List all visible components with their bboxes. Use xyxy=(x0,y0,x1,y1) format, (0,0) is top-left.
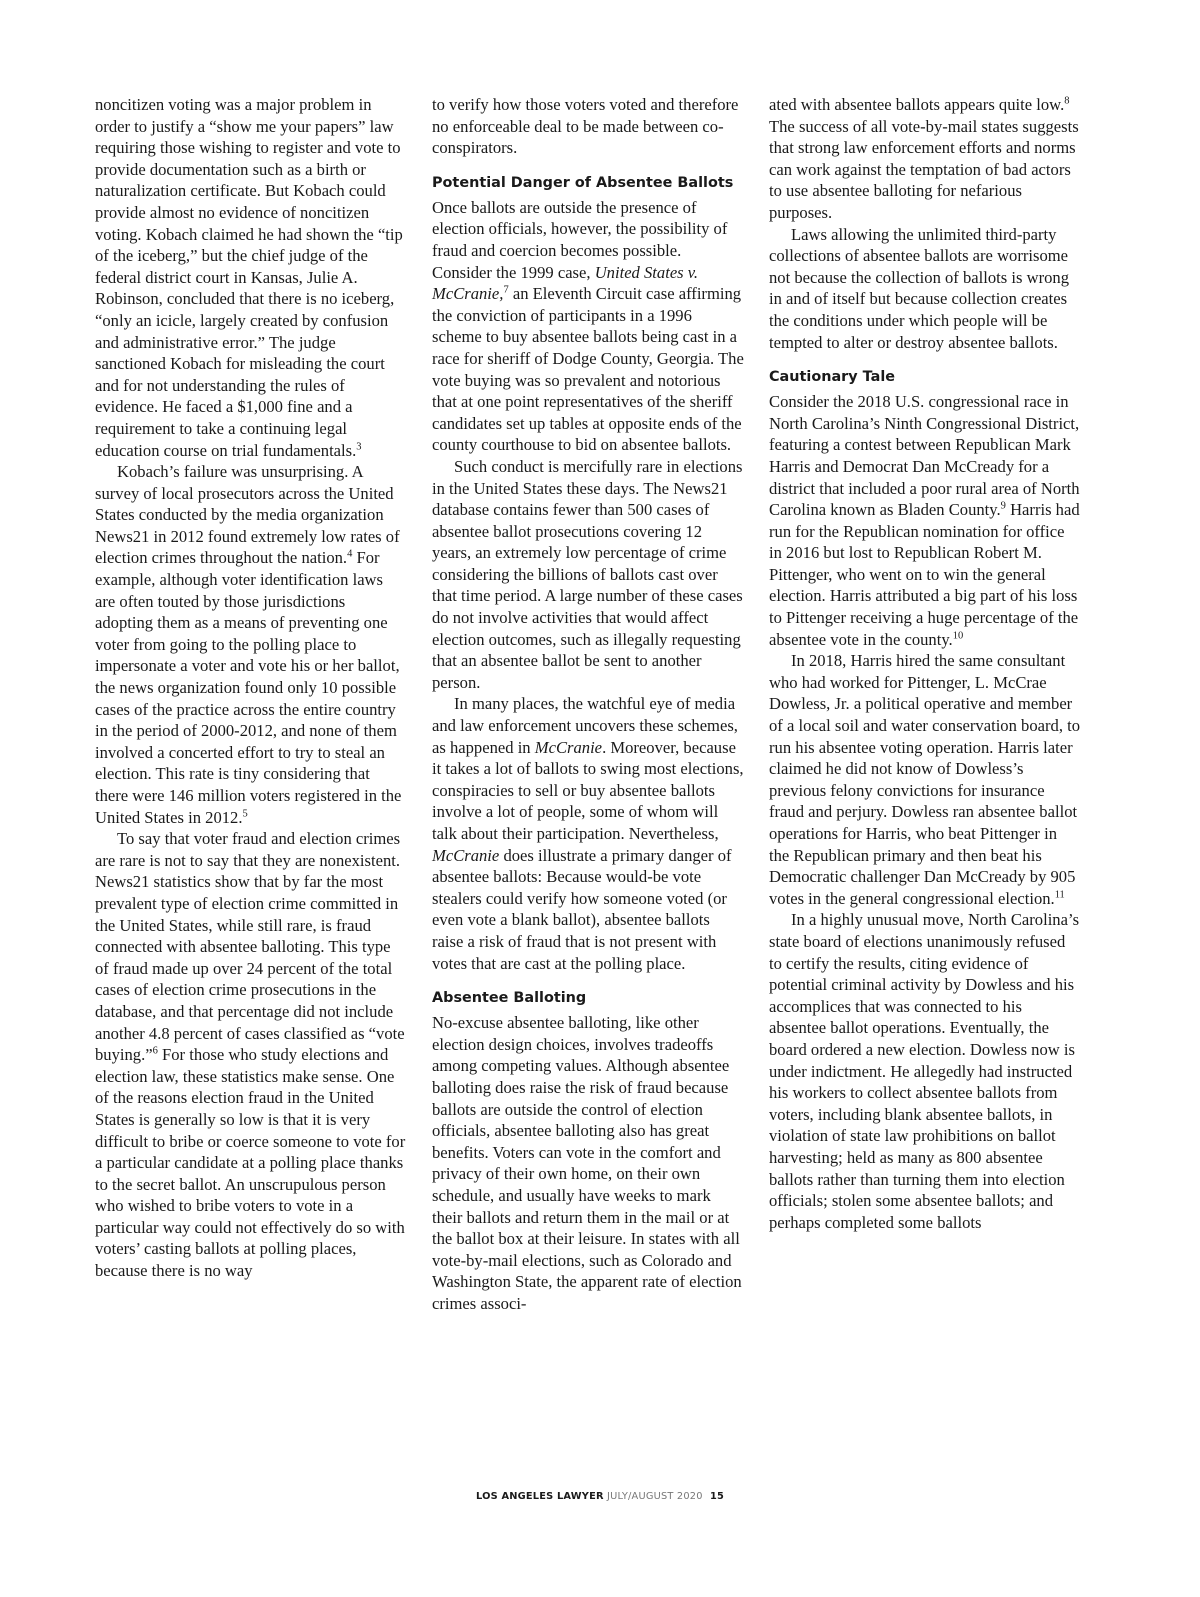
footnote-ref: 3 xyxy=(356,440,362,452)
footnote-ref: 10 xyxy=(952,630,964,642)
paragraph: In 2018, Harris hired the same consultant who had worked for Pittenger, L. McCrae Dowless, Jr. a political operative and member of a local soil and water conservation board, to run his absentee voting operation. Harris later claimed he did not know of Dowless’s previous felony convictions for insurance fraud and perjury. Dowless ran absentee ballot operations for Harris, who beat Pittenger in the Republican primary and then beat his Democratic challenger Dan McCready by 905 votes in the general congressional election.$^{11}$ xyxy=(769,651,1081,908)
case-name: McCranie xyxy=(432,845,500,865)
footnote-ref: 9 xyxy=(1000,500,1006,512)
section-heading: Cautionary Tale xyxy=(769,369,896,386)
column-2 xyxy=(432,94,744,1314)
paragraph: Such conduct is mercifully rare in elections in the United States these days. The News21 database contains fewer than 500 cases of absentee ballot prosecutions covering 12 years, an extremely low percentage of crime considering the billions of ballots cast over that time period. A large number of these cases do not involve activities that would affect election outcomes, such as illegally requesting that an absentee ballot be sent to another person. xyxy=(432,456,743,692)
column-3 xyxy=(769,94,1081,1233)
footnote-ref: 5 xyxy=(242,808,248,820)
paragraph: Laws allowing the unlimited third-party collections of absentee ballots are worrisome not because the collection of ballots is wrong in and of itself but because collection creates the conditions under which people will be tempted to alter or destroy absentee ballots. xyxy=(769,224,1069,352)
paragraph: In many places, the watchful eye of media and law enforcement uncovers these schemes, as happened in McCranie. Moreover, because it takes a lot of ballots to swing most elections, conspiracies to sell or buy absentee ballots involve a lot of people, some of whom will talk about their participation. Nevertheless, McCranie does illustrate a primary danger of absentee ballots: Because would-be vote stealers could verify how someone voted (or even vote a blank ballot), absentee ballots raise a risk of fraud that is not present with votes that are cast at the polling place. xyxy=(432,694,744,973)
paragraph: ated with absentee ballots appears quite low.$^8$ The success of all vote-by-mail states suggests that strong law enforcement efforts and norms can work against the temptation of bad actors to use absentee balloting for nefarious purposes. xyxy=(769,95,1079,222)
paragraph: Kobach’s failure was unsurprising. A survey of local prosecutors across the United States conducted by the media organization News21 in 2012 found extremely low rates of election crimes throughout the nation.$^4$ For example, although voter identification laws are often touted by those jurisdictions adopting them as a means of preventing one voter from going to the polling place to impersonate a voter and vote his or her ballot, the news organization found only 10 possible cases of the practice across the entire country in the period of 2000-2012, and none of them involved a concerted effort to try to steal an election. This rate is tiny considering that there were 146 million voters registered in the United States in 2012.$^5$ xyxy=(95,462,402,827)
paragraph: to verify how those voters voted and therefore no enforceable deal to be made between co-conspirators. xyxy=(432,95,739,158)
paragraph: noncitizen voting was a major problem in order to justify a “show me your papers” law requiring those wishing to register and vote to provide documentation such as a birth or naturalization certificate. But Kobach could provide almost no evidence of noncitizen voting. Kobach claimed he had shown the “tip of the iceberg,” but the chief judge of the federal district court in Kansas, Julie A. Robinson, concluded that there is no iceberg, “only an icicle, largely created by confusion and administrative error.” The judge sanctioned Kobach for misleading the court and for not understanding the rules of evidence. He faced a $1,000 fine and a requirement to take a continuing legal education course on trial fundamentals.$^3$ xyxy=(95,95,403,460)
paragraph: Consider the 2018 U.S. congressional race in North Carolina’s Ninth Congressional District, featuring a contest between Republican Mark Harris and Democrat Dan McCready for a district that included a poor rural area of North Carolina known as Bladen County.$^9$ Harris had run for the Republican nomination for office in 2016 but lost to Republican Robert M. Pittenger, who went on to win the general election. Harris attributed a big part of his loss to Pittenger receiving a huge percentage of the absentee vote in the county.$^{10}$ xyxy=(769,392,1080,649)
paragraph: No-excuse absentee balloting, like other election design choices, involves tradeoffs among competing values. Although absentee balloting does raise the risk of fraud because ballots are outside the control of election officials, absentee balloting also has great benefits. Voters can vote in the comfort and privacy of their own home, on their own schedule, and usually have weeks to mark their ballots and return them in the mail or at the ballot box at their leisure. In states with all vote-by-mail elections, such as Colorado and Washington State, the apparent rate of election crimes associ- xyxy=(432,1013,742,1313)
section-heading: Absentee Balloting xyxy=(432,990,587,1007)
footnote-ref: 7 xyxy=(503,284,509,296)
issue-date: JULY/AUGUST 2020 xyxy=(607,1491,703,1502)
column-1 xyxy=(95,94,407,1282)
footnote-ref: 8 xyxy=(1064,95,1070,107)
section-heading: Potential Danger of Absentee Ballots xyxy=(432,174,734,191)
case-name: McCranie xyxy=(534,737,603,757)
page-number: 15 xyxy=(709,1491,725,1502)
footnote-ref: 11 xyxy=(1054,889,1065,901)
publication-name: LOS ANGELES LAWYER xyxy=(475,1491,604,1502)
case-name: United States v. McCranie, xyxy=(432,262,699,304)
paragraph: To say that voter fraud and election crimes are rare is not to say that they are nonexistent. News21 statistics show that by far the most prevalent type of election crime committed in the United States, while still rare, is fraud connected with absentee balloting. This type of fraud made up over 24 percent of the total cases of election crime prosecutions in the database, and that percentage did not include another 4.8 percent of cases classified as “vote buying.”$^6$ For those who study elections and election law, these statistics make sense. One of the reasons election fraud in the United States is generally so low is that it is very difficult to bribe or coerce someone to vote for a particular candidate at a polling place thanks to the secret ballot. An unscrupulous person who wished to bribe voters to vote in a particular way could not effectively do so with voters’ casting ballots at polling places, because there is no way xyxy=(95,829,406,1281)
paragraph: Once ballots are outside the presence of election officials, however, the possibility of fraud and coercion becomes possible. Consider the 1999 case, United States v. McCranie,$^7$ an Eleventh Circuit case affirming the conviction of participants in a 1996 scheme to buy absentee ballots being cast in a race for sheriff of Dodge County, Georgia. The vote buying was so prevalent and notorious that at one point representatives of the sheriff candidates set up tables at opposite ends of the county courthouse to bid on absentee ballots. xyxy=(432,197,744,455)
footnote-ref: 4 xyxy=(347,548,353,560)
footnote-ref: 6 xyxy=(152,1045,158,1057)
paragraph: In a highly unusual move, North Carolina’s state board of elections unanimously refused to certify the results, citing evidence of potential criminal activity by Dowless and his accomplices that was connected to his absentee ballot operations. Eventually, the board ordered a new election. Dowless now is under indictment. He allegedly had instructed his workers to collect absentee ballots from voters, including blank absentee ballots, in violation of state law prohibitions on ballot harvesting; held as many as 800 absentee ballots rather than turning them into election officials; stolen some absentee ballots; and perhaps completed some ballots xyxy=(769,910,1080,1232)
page-footer xyxy=(0,1491,1200,1502)
